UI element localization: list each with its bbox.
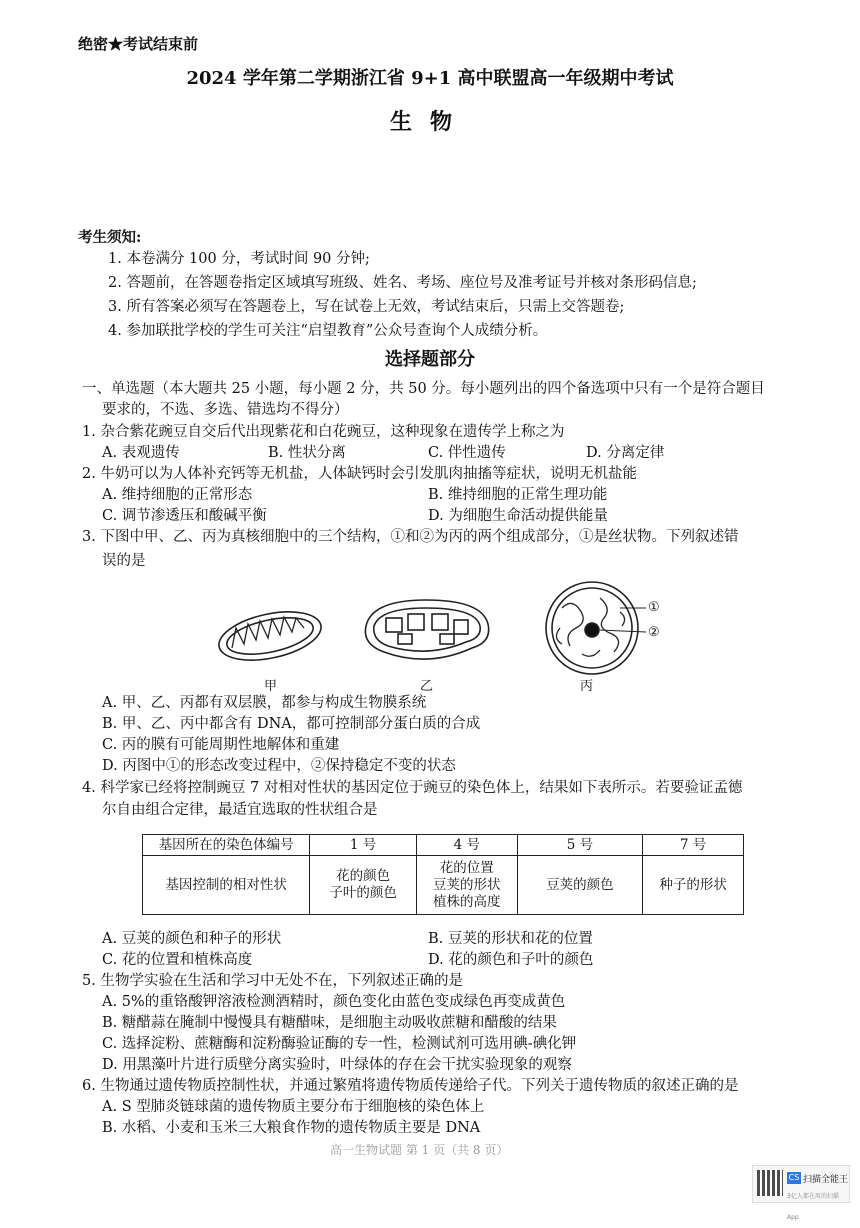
notice-item: 4. 参加联批学校的学生可关注“启望教育”公众号查询个人成绩分析。: [108, 323, 548, 339]
q6-option-b: B. 水稻、小麦和玉米三大粮食作物的遗传物质主要是 DNA: [102, 1120, 481, 1136]
table-cell-line: 豆荚的形状: [433, 876, 501, 893]
figure-label-yi: 乙: [420, 679, 434, 694]
q3-stem-cont: 误的是: [102, 553, 146, 569]
q3-option-a: A. 甲、乙、丙都有双层膜，都参与构成生物膜系统: [102, 695, 427, 711]
table-header-cell: 4 号: [416, 835, 517, 856]
notice-item: 1. 本卷满分 100 分，考试时间 90 分钟;: [108, 251, 370, 267]
exam-title: 2024 学年第二学期浙江省 9+1 高中联盟高一年级期中考试: [186, 68, 674, 89]
q1-stem: 1. 杂合紫花豌豆自交后代出现紫花和白花豌豆，这种现象在遗传学上称之为: [82, 424, 565, 440]
q2-stem: 2. 牛奶可以为人体补充钙等无机盐，人体缺钙时会引发肌肉抽搐等症状，说明无机盐能: [82, 466, 637, 482]
q6-option-a: A. S 型肺炎链球菌的遗传物质主要分布于细胞核的染色体上: [102, 1099, 485, 1115]
figure-mark-1: ①: [648, 600, 660, 615]
table-row: [143, 835, 744, 856]
q3-option-c: C. 丙的膜有可能周期性地解体和重建: [102, 737, 340, 753]
q6-stem: 6. 生物通过遗传物质控制性状，并通过繁殖将遗传物质传递给子代。下列关于遗传物质的叙述正确的是: [82, 1078, 739, 1094]
q4-option-c: C. 花的位置和植株高度: [102, 952, 253, 968]
q4-option-d: D. 花的颜色和子叶的颜色: [428, 952, 594, 968]
q4-stem-cont: 尔自由组合定律，最适宜选取的性状组合是: [102, 802, 378, 818]
part1-instructions-cont: 要求的，不选、多选、错选均不得分）: [102, 402, 349, 418]
page-footer: 高一生物试题 第 1 页（共 8 页）: [330, 1143, 509, 1157]
table-cell-line: 花的位置: [439, 859, 494, 876]
table-cell: [416, 856, 517, 915]
table-cell: 种子的形状: [643, 856, 744, 915]
q3-option-b: B. 甲、乙、丙中都含有 DNA，都可控制部分蛋白质的合成: [102, 716, 481, 732]
q2-option-b: B. 维持细胞的正常生理功能: [428, 487, 608, 503]
q4-stem: 4. 科学家已经将控制豌豆 7 对相对性状的基因定位于豌豆的染色体上，结果如下表所示。若要验证孟德: [82, 780, 743, 796]
qr-code-icon: [757, 1170, 783, 1196]
q1-option-c: C. 伴性遗传: [428, 445, 506, 461]
table-cell: 豆荚的颜色: [517, 856, 643, 915]
notice-item: 3. 所有答案必须写在答题卷上，写在试卷上无效，考试结束后，只需上交答题卷;: [108, 299, 625, 315]
figure-mark-2: ②: [648, 625, 660, 640]
table-header-cell: 基因所在的染色体编号: [143, 835, 310, 856]
figure-label-jia: 甲: [264, 679, 278, 694]
part1-instructions: 一、单选题（本大题共 25 小题，每小题 2 分，共 50 分。每小题列出的四个备选项中只有一个是符合题目: [82, 381, 765, 397]
q5-option-d: D. 用黑藻叶片进行质壁分离实验时，叶绿体的存在会干扰实验现象的观察: [102, 1057, 572, 1073]
table-row: [143, 856, 744, 915]
q2-option-c: C. 调节渗透压和酸碱平衡: [102, 508, 267, 524]
q1-option-a: A. 表观遗传: [102, 445, 180, 461]
q2-option-a: A. 维持细胞的正常形态: [102, 487, 253, 503]
mitochondrion-diagram: [215, 604, 326, 669]
subject-title: 生物: [389, 109, 470, 135]
table-cell-line: 子叶的颜色: [329, 885, 397, 901]
table-cell: [310, 856, 417, 915]
q2-option-d: D. 为细胞生命活动提供能量: [428, 508, 608, 524]
scanner-watermark: [752, 1165, 850, 1221]
confidential-label: 绝密★考试结束前: [78, 35, 199, 53]
q5-option-a: A. 5%的重铬酸钾溶液检测酒精时，颜色变化由蓝色变成绿色再变成黄色: [102, 994, 566, 1010]
table-header-cell: 7 号: [643, 835, 744, 856]
figure-label-bing: 丙: [580, 679, 594, 694]
table-header-cell: 5 号: [517, 835, 643, 856]
q5-stem: 5. 生物学实验在生活和学习中无处不在，下列叙述正确的是: [82, 973, 463, 989]
q3-stem: 3. 下图中甲、乙、丙为真核细胞中的三个结构，①和②为丙的两个组成部分，①是丝状物。下列叙述错: [82, 529, 739, 545]
q5-option-b: B. 糖醋蒜在腌制中慢慢具有糖醋味，是细胞主动吸收蔗糖和醋酸的结果: [102, 1015, 557, 1031]
watermark-title: 扫描全能王: [803, 1175, 849, 1185]
notice-item: 2. 答题前，在答题卷指定区域填写班级、姓名、考场、座位号及准考证号并核对条形码信息;: [108, 275, 697, 291]
chloroplast-diagram: [365, 600, 488, 659]
watermark-subtitle: 3亿人都在用的扫描App: [787, 1193, 839, 1221]
notice-heading: 考生须知:: [78, 229, 142, 246]
table-cell: 基因控制的相对性状: [143, 856, 310, 915]
q4-option-a: A. 豆荚的颜色和种子的形状: [102, 931, 282, 947]
q3-option-d: D. 丙图中①的形态改变过程中，②保持稳定不变的状态: [102, 758, 456, 774]
section-title: 选择题部分: [385, 349, 475, 370]
table-cell-line: 花的颜色: [336, 868, 391, 884]
q4-option-b: B. 豆荚的形状和花的位置: [428, 931, 593, 947]
q5-option-c: C. 选择淀粉、蔗糖酶和淀粉酶验证酶的专一性，检测试剂可选用碘-碘化钾: [102, 1036, 577, 1052]
q1-option-b: B. 性状分离: [268, 445, 346, 461]
q1-option-d: D. 分离定律: [586, 445, 665, 461]
nucleus-diagram: [546, 582, 646, 674]
gene-table: [142, 834, 744, 915]
table-cell-line: 植株的高度: [433, 893, 501, 910]
camscanner-logo-icon: CS: [788, 1173, 800, 1182]
table-header-cell: 1 号: [310, 835, 417, 856]
